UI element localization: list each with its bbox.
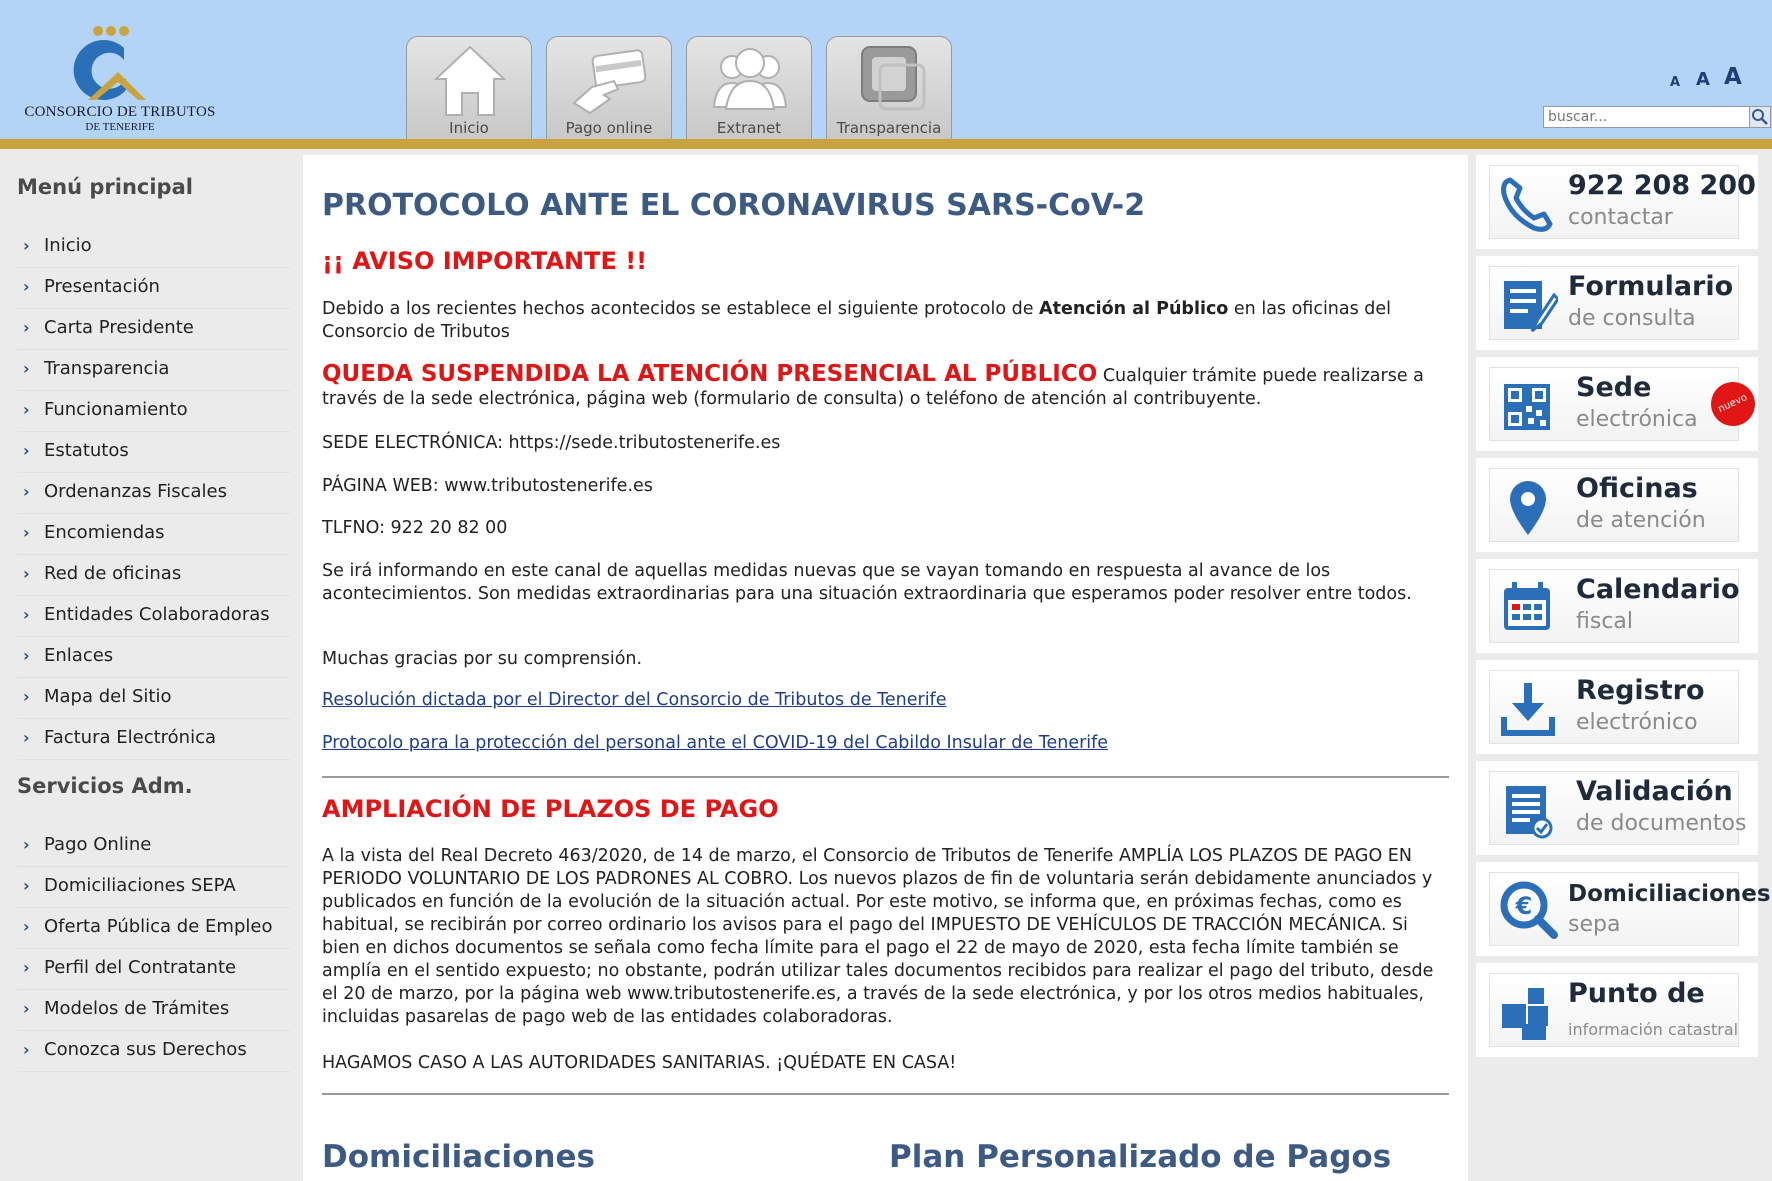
sidebar-item-label: Carta Presidente <box>44 317 194 338</box>
stay-home-line: HAGAMOS CASO A LAS AUTORIDADES SANITARIAS. ¡QUÉDATE EN CASA! <box>322 1053 957 1073</box>
sidebar-item[interactable] <box>17 473 290 514</box>
search-input[interactable] <box>1543 106 1753 128</box>
page-title: PROTOCOLO ANTE EL CORONAVIRUS SARS-CoV-2 <box>322 188 1146 223</box>
offices-card[interactable] <box>1476 458 1758 552</box>
chevron-right-icon: › <box>23 999 30 1018</box>
main-menu-title: Menú principal <box>17 175 193 199</box>
chevron-right-icon: › <box>23 523 30 542</box>
font-size-medium-button[interactable]: A <box>1696 69 1710 90</box>
cadastre-icon <box>1498 982 1558 1042</box>
sidebar-item-label: Transparencia <box>44 358 170 379</box>
chevron-right-icon: › <box>23 835 30 854</box>
font-size-small-button[interactable]: A <box>1670 75 1681 90</box>
sidebar-item-label: Funcionamiento <box>44 399 188 420</box>
form-icon <box>1498 275 1558 335</box>
intro-text-end: en las oficinas del Consorcio de Tributos <box>322 299 1392 342</box>
tab-label: Transparencia <box>836 119 942 137</box>
search-icon <box>1750 107 1770 127</box>
chevron-right-icon: › <box>23 482 30 501</box>
card-title: Calendario <box>1576 574 1740 605</box>
tax-calendar-card[interactable] <box>1476 559 1758 653</box>
card-title: Formulario <box>1568 271 1734 302</box>
card-title: Validación <box>1576 776 1733 807</box>
card-inner <box>1489 367 1750 441</box>
sidebar-item-label: Enlaces <box>44 645 114 666</box>
chevron-right-icon: › <box>23 958 30 977</box>
card-title: Registro <box>1576 675 1705 706</box>
sidebar-item[interactable] <box>17 432 290 473</box>
sidebar-item[interactable] <box>17 908 290 949</box>
tab-label: Extranet <box>716 119 782 137</box>
chevron-right-icon: › <box>23 728 30 747</box>
header <box>0 0 1772 139</box>
sidebar-item-label: Perfil del Contratante <box>44 957 237 978</box>
card-title: 922 208 200 <box>1568 170 1756 201</box>
sidebar-item-label: Red de oficinas <box>44 563 182 584</box>
chevron-right-icon: › <box>23 605 30 624</box>
logo-emblem-icon <box>14 22 224 106</box>
sidebar-item-label: Mapa del Sitio <box>44 686 172 707</box>
sidebar-item-label: Estatutos <box>44 440 129 461</box>
sidebar-item-label: Ordenanzas Fiscales <box>44 481 227 502</box>
header-gold-bar <box>0 139 1772 149</box>
sidebar-item[interactable] <box>17 637 290 678</box>
suspended-text: Cualquier trámite puede realizarse a través de la sede electrónica, página web (formulario de consulta) o teléfono de atención al contribuyente. <box>322 366 1424 409</box>
sidebar-item[interactable] <box>17 990 290 1031</box>
card-subtitle: información catastral <box>1568 1020 1739 1039</box>
new-badge: nuevo <box>1704 375 1762 433</box>
card-subtitle: de documentos <box>1576 811 1747 836</box>
chevron-right-icon: › <box>23 277 30 296</box>
cadastre-info-card[interactable] <box>1476 963 1758 1057</box>
info-paragraph: Se irá informando en este canal de aquellas medidas nuevas que se vayan tomando en respuesta al avance de los acontecimientos. Son medidas extraordinarias para una situación extraordinaria que esperamos poder resolver entre todos. <box>322 561 1412 604</box>
extension-paragraph: A la vista del Real Decreto 463/2020, de 14 de marzo, el Consorcio de Tributos de Tenerife AMPLÍA LOS PLAZOS DE PAGO EN PERIODO VOLUNTARIO DE LOS PADRONES AL COBRO. Los nuevos plazos de fin de voluntaria serán debidamente anunciados y publicados en función de la evolución de la situación actual. Por este motivo, se informa que, en próximas fechas, como es habitual, se recibirán por correo ordinario los avisos para el pago del IMPUESTO DE VEHÍCULOS DE TRACCIÓN MECÁNICA. Si bien en dichos documentos se señala como fecha límite para el pago el 22 de mayo de 2020, esta fecha límite también se amplía en el sentido expuesto; no obstante, podrán utilizar tales documentos recibidos para realizar el pago del tributo, desde el 20 de marzo, por la página web www.tributostenerife.es, a través de la sede electrónica, y por los otros medios habituales, incluidas pasarelas de pago web de las entidades colaboradoras. <box>322 846 1434 1027</box>
sidebar-item[interactable] <box>17 514 290 555</box>
card-subtitle: de atención <box>1576 508 1706 533</box>
calendar-icon <box>1498 578 1558 638</box>
sidebar-item[interactable] <box>17 268 290 309</box>
consultation-form-card[interactable] <box>1476 256 1758 350</box>
electronic-registry-card[interactable] <box>1476 660 1758 754</box>
sidebar-item-label: Inicio <box>44 235 92 256</box>
chevron-right-icon: › <box>23 564 30 583</box>
chevron-right-icon: › <box>23 441 30 460</box>
card-inner <box>1489 670 1739 744</box>
covid-protocol-link[interactable]: Protocolo para la protección del personal ante el COVID-19 del Cabildo Insular de Tenerife <box>322 733 1109 753</box>
transparency-icon <box>850 41 930 119</box>
document-check-icon <box>1498 780 1558 840</box>
phone-icon <box>1498 174 1558 234</box>
suspended-title: QUEDA SUSPENDIDA LA ATENCIÓN PRESENCIAL AL PÚBLICO <box>322 361 1098 387</box>
tab-extranet[interactable] <box>686 36 812 139</box>
sidebar-item-label: Entidades Colaboradoras <box>44 604 270 625</box>
home-icon <box>430 41 510 119</box>
sidebar-item-label: Modelos de Trámites <box>44 998 230 1019</box>
download-icon <box>1498 679 1558 739</box>
sidebar-item-label: Encomiendas <box>44 522 165 543</box>
tab-transparencia[interactable] <box>826 36 952 139</box>
sidebar-item[interactable] <box>17 350 290 391</box>
card-title: Punto de <box>1568 978 1705 1009</box>
services-menu-title: Servicios Adm. <box>17 774 193 798</box>
card-inner <box>1489 165 1756 239</box>
sidebar-item-label: Pago Online <box>44 834 152 855</box>
font-size-controls <box>1662 60 1742 90</box>
sidebar-item-label: Conozca sus Derechos <box>44 1039 247 1060</box>
card-subtitle: sepa <box>1568 912 1621 937</box>
intro-bold: Atención al Público <box>1039 299 1229 319</box>
divider <box>322 1093 1449 1095</box>
chevron-right-icon: › <box>23 876 30 895</box>
phone-line: TLFNO: 922 20 82 00 <box>322 518 508 538</box>
sidebar-item[interactable] <box>17 949 290 990</box>
chevron-right-icon: › <box>23 318 30 337</box>
domiciliaciones-heading: Domiciliaciones <box>322 1139 595 1175</box>
card-title: Sede <box>1576 372 1652 403</box>
card-inner <box>1489 771 1747 845</box>
card-title: Domiciliaciones <box>1568 881 1771 907</box>
card-inner <box>1489 468 1739 542</box>
search-button[interactable] <box>1749 106 1771 128</box>
card-payment-icon <box>570 41 650 119</box>
sidebar-item-label: Oferta Pública de Empleo <box>44 916 273 937</box>
intro-paragraph <box>322 298 1452 344</box>
web-line: PÁGINA WEB: www.tributostenerife.es <box>322 476 653 496</box>
sidebar-item[interactable] <box>17 719 290 760</box>
tab-label: Pago online <box>565 119 653 137</box>
users-icon <box>710 41 790 119</box>
notice-title: ¡¡ AVISO IMPORTANTE !! <box>322 247 648 275</box>
tab-pago-online[interactable] <box>546 36 672 139</box>
thanks-line: Muchas gracias por su comprensión. <box>322 649 643 669</box>
divider <box>322 776 1449 778</box>
tab-inicio[interactable] <box>406 36 532 139</box>
extension-title: AMPLIACIÓN DE PLAZOS DE PAGO <box>322 795 779 823</box>
euro-search-icon <box>1498 881 1558 941</box>
sidebar-item-label: Domiciliaciones SEPA <box>44 875 236 896</box>
sidebar-item[interactable] <box>17 227 290 268</box>
card-inner <box>1489 569 1739 643</box>
sidebar-item-label: Presentación <box>44 276 160 297</box>
sidebar-item[interactable] <box>17 678 290 719</box>
sidebar <box>0 149 300 1181</box>
chevron-right-icon: › <box>23 1040 30 1059</box>
card-subtitle: electrónica <box>1576 407 1698 432</box>
card-inner <box>1489 872 1771 946</box>
card-subtitle: contactar <box>1568 205 1673 230</box>
sidebar-item-label: Factura Electrónica <box>44 727 217 748</box>
payment-plan-heading: Plan Personalizado de Pagos <box>889 1139 1392 1175</box>
sidebar-item[interactable] <box>17 309 290 350</box>
card-subtitle: electrónico <box>1576 710 1698 735</box>
chevron-right-icon: › <box>23 359 30 378</box>
card-subtitle: de consulta <box>1568 306 1696 331</box>
electronic-office-card[interactable] <box>1476 357 1758 451</box>
chevron-right-icon: › <box>23 236 30 255</box>
logo-text-line2: DE TENERIFE <box>85 121 155 133</box>
sidebar-item[interactable] <box>17 1031 290 1072</box>
site-logo[interactable] <box>14 22 224 137</box>
sidebar-item[interactable] <box>17 596 290 637</box>
quick-access-panel <box>1476 155 1771 1181</box>
chevron-right-icon: › <box>23 687 30 706</box>
card-inner <box>1489 266 1739 340</box>
intro-text: Debido a los recientes hechos acontecidos se establece el siguiente protocolo de <box>322 299 1040 319</box>
main-content <box>303 155 1468 1181</box>
card-inner <box>1489 973 1739 1047</box>
card-subtitle: fiscal <box>1576 609 1634 634</box>
suspended-paragraph <box>322 363 1452 411</box>
resolution-link[interactable]: Resolución dictada por el Director del Consorcio de Tributos de Tenerife <box>322 690 947 710</box>
sepa-direct-debit-card[interactable] <box>1476 862 1771 956</box>
sidebar-item[interactable] <box>17 391 290 432</box>
tab-label: Inicio <box>449 119 489 137</box>
svg-text:€: € <box>1515 892 1533 920</box>
contact-phone-card[interactable] <box>1476 155 1758 249</box>
qr-code-icon <box>1498 376 1558 436</box>
logo-text-line1: CONSORCIO DE TRIBUTOS <box>24 104 216 120</box>
sidebar-item[interactable] <box>17 826 290 867</box>
sidebar-item[interactable] <box>17 867 290 908</box>
font-size-large-button[interactable]: A <box>1724 64 1742 90</box>
chevron-right-icon: › <box>23 917 30 936</box>
document-validation-card[interactable] <box>1476 761 1758 855</box>
chevron-right-icon: › <box>23 400 30 419</box>
card-title: Oficinas <box>1576 473 1698 504</box>
chevron-right-icon: › <box>23 646 30 665</box>
sidebar-item[interactable] <box>17 555 290 596</box>
sede-line: SEDE ELECTRÓNICA: https://sede.tributostenerife.es <box>322 433 781 453</box>
map-pin-icon <box>1498 477 1558 537</box>
